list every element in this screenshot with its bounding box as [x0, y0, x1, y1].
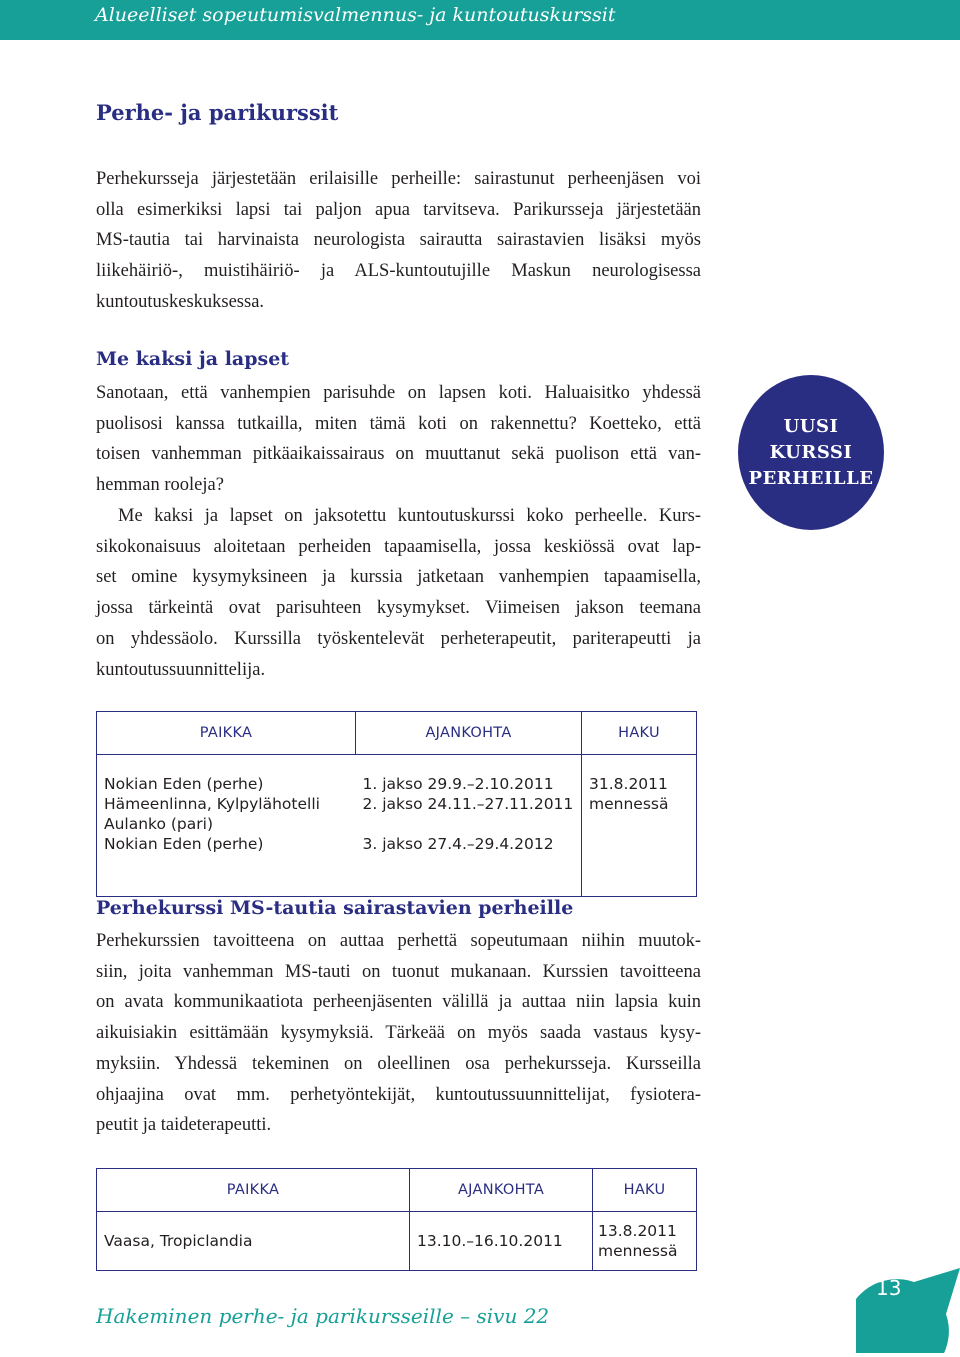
dates-cell: [356, 755, 582, 897]
date-line: 13.10.–16.10.2011: [417, 1232, 563, 1250]
column-header-haku: HAKU: [582, 712, 697, 755]
deadline-line: 13.8.2011: [598, 1222, 677, 1240]
column-header-haku: HAKU: [593, 1169, 697, 1212]
paragraph-line: on avata kommunikaatiota perheenjäsenten välillä ja auttaa niin lapsia kuin: [96, 992, 701, 1013]
paragraph-line: MS-tautia tai harvinaista neurologista sairautta sairastavien lisäksi myös: [96, 230, 701, 251]
table-row: [97, 755, 697, 897]
column-header-ajankohta: AJANKOHTA: [356, 712, 582, 755]
paragraph-line: peutit ja taideterapeutti.: [96, 1115, 272, 1136]
paragraph-line: ohjaajina ovat mm. perhetyöntekijät, kuntoutussuunnittelijat, fysiotera-: [96, 1084, 701, 1105]
application-reference-link[interactable]: Hakeminen perhe- ja parikursseille – sivu 22: [96, 1304, 550, 1328]
paragraph-line: olla esimerkiksi lapsi tai paljon apua tarvitseva. Parikursseja järjestetään: [96, 199, 701, 220]
table-header-row: [97, 1169, 697, 1212]
badge-line: KURSSI: [769, 441, 853, 463]
header-title: Alueelliset sopeutumisvalmennus- ja kuntoutuskurssit: [95, 4, 616, 26]
paragraph-line: jossa tärkeintä ovat parisuhteen kysymykset. Viimeisen jakson teemana: [96, 598, 701, 619]
paragraph-line: toisen vanhemman pitkäaikaissairaus on muuttanut sekä puolison että van-: [96, 444, 701, 465]
section2-paragraph-1: [96, 378, 701, 501]
deadline-cell: [593, 1212, 697, 1271]
places-cell: [97, 755, 356, 897]
paragraph-line: hemman rooleja?: [96, 475, 224, 496]
paragraph-line: kuntoutussuunnittelija.: [96, 659, 266, 680]
deadline-line: mennessä: [598, 1242, 678, 1260]
badge-line: UUSI: [783, 415, 839, 437]
deadline-cell: [582, 755, 697, 897]
page-number-marker: [856, 1268, 960, 1353]
paragraph-line: Me kaksi ja lapset on jaksotettu kuntoutuskurssi koko perheelle. Kurs-: [118, 506, 701, 526]
paragraph-line: kuntoutuskeskuksessa.: [96, 291, 265, 312]
column-header-paikka: PAIKKA: [97, 1169, 410, 1212]
paragraph-line: on yhdessäolo. Kurssilla työskentelevät perheterapeutit, pariterapeutti ja: [96, 628, 701, 649]
header-band: [0, 0, 960, 40]
section2-paragraph-2: [96, 501, 701, 685]
date-cell: [410, 1212, 593, 1271]
place-cell: [97, 1212, 410, 1271]
paragraph-line: myksiin. Yhdessä tekeminen on oleellinen osa perhekursseja. Kursseilla: [96, 1053, 701, 1074]
deadline-line: mennessä: [589, 795, 669, 813]
section3-paragraph: [96, 926, 701, 1141]
table-row: [97, 1212, 697, 1271]
section-title-perhe-ja-parikurssit: Perhe- ja parikurssit: [96, 100, 339, 125]
place-line: Hämeenlinna, Kylpylähotelli: [104, 795, 320, 813]
paragraph-line: Perhekursseja järjestetään erilaisille perheille: sairastunut perheenjäsen voi: [96, 169, 701, 189]
course-table-2: [96, 1168, 697, 1271]
deadline-line: 31.8.2011: [589, 775, 668, 793]
page-number-shape: [856, 1268, 960, 1353]
date-line: 1. jakso 29.9.–2.10.2011: [362, 775, 554, 793]
paragraph-line: aikuisiakin esittämään kysymyksiä. Tärkeää on myös saada vastaus kysy-: [96, 1023, 701, 1044]
page-number: 13: [876, 1276, 902, 1300]
badge-line: PERHEILLE: [748, 467, 874, 489]
section-title-me-kaksi-ja-lapset: Me kaksi ja lapset: [96, 348, 290, 370]
paragraph-line: Perhekurssien tavoitteena on auttaa perhettä sopeutumaan niihin muutok-: [96, 931, 701, 951]
date-line: 3. jakso 27.4.–29.4.2012: [362, 835, 554, 853]
place-line: Aulanko (pari): [104, 815, 213, 833]
new-course-badge: [738, 375, 884, 530]
date-line: 2. jakso 24.11.–27.11.2011: [362, 795, 574, 813]
paragraph-line: liikehäiriö-, muistihäiriö- ja ALS-kuntoutujille Maskun neurologisessa: [96, 261, 701, 282]
paragraph-line: sikokonaisuus aloitetaan perheiden tapaamisella, jossa keskiössä ovat lap-: [96, 536, 701, 557]
section-title-perhekurssi: Perhekurssi MS-tautia sairastavien perheille: [96, 897, 574, 919]
column-header-paikka: PAIKKA: [97, 712, 356, 755]
place-line: Nokian Eden (perhe): [104, 835, 264, 853]
column-header-ajankohta: AJANKOHTA: [410, 1169, 593, 1212]
table-header-row: [97, 712, 697, 755]
section1-paragraph: [96, 164, 701, 318]
place-line: Vaasa, Tropiclandia: [104, 1232, 253, 1250]
paragraph-line: siin, joita vanhemman MS-tauti on tuonut mukanaan. Kurssien tavoitteena: [96, 961, 701, 982]
place-line: Nokian Eden (perhe): [104, 775, 264, 793]
course-table-1: [96, 711, 697, 897]
paragraph-line: puolisosi kanssa tutkailla, miten tämä koti on rakennettu? Koetteko, että: [96, 413, 701, 434]
date-line: [363, 814, 582, 834]
paragraph-line: Sanotaan, että vanhempien parisuhde on lapsen koti. Haluaisitko yhdessä: [96, 383, 701, 403]
paragraph-line: set omine kysymyksineen ja kurssia jatketaan vanhempien tapaamisella,: [96, 567, 701, 588]
